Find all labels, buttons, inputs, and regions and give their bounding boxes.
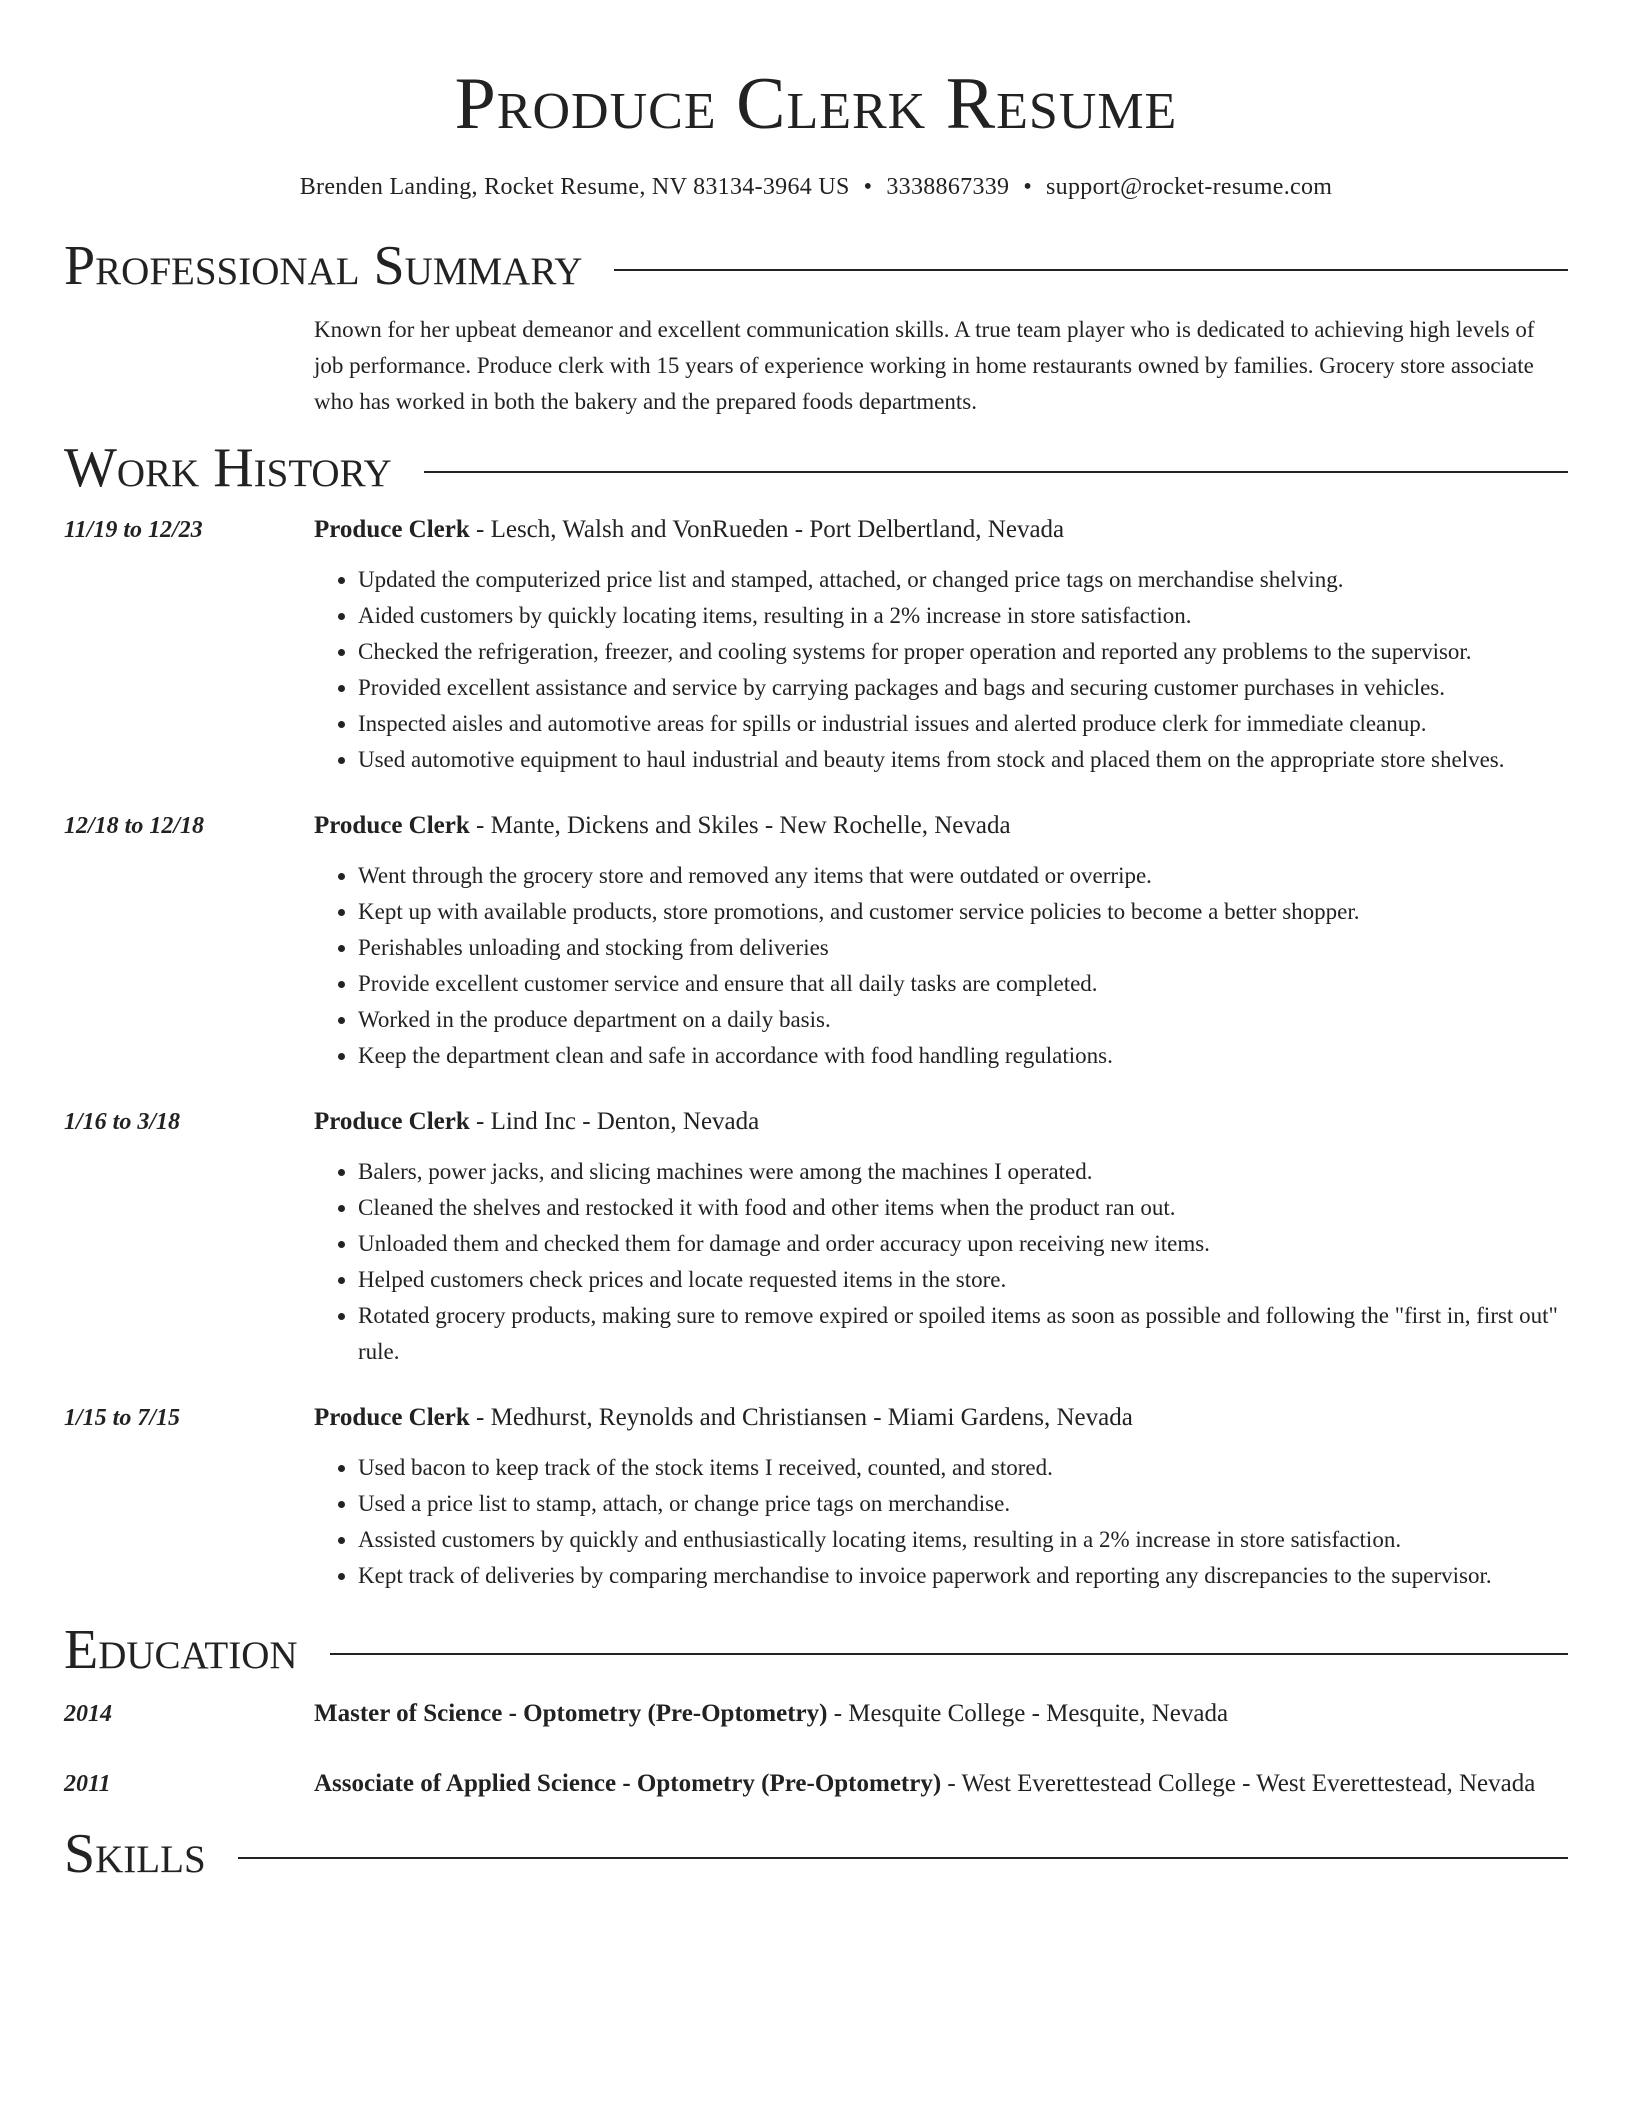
section-divider <box>614 269 1568 271</box>
education-entry-1 <box>64 1694 1568 1734</box>
job-bullets <box>314 858 1568 1074</box>
job-bullet: • Perishables unloading and stocking from deliveries <box>358 930 1568 966</box>
job-heading <box>314 1400 1568 1436</box>
job-bullet: • Helped customers check prices and locate requested items in the store. <box>358 1262 1568 1298</box>
job-bullet: • Assisted customers by quickly and enthusiastically locating items, resulting in a 2% increase in store satisfaction. <box>358 1522 1568 1558</box>
contact-line <box>64 172 1568 202</box>
job-entry-4 <box>64 1400 1568 1594</box>
work-section-title: Work History <box>64 437 392 499</box>
education-section-title: Education <box>64 1619 298 1681</box>
job-dates: 1/15 to 7/15 <box>64 1405 181 1431</box>
job-bullet: • Went through the grocery store and removed any items that were outdated or overripe. <box>358 858 1568 894</box>
education-detail <box>314 1764 1568 1804</box>
job-bullet: • Provided excellent assistance and service by carrying packages and bags and securing customer purchases in vehicles. <box>358 670 1568 706</box>
job-bullet: • Keep the department clean and safe in accordance with food handling regulations. <box>358 1038 1568 1074</box>
contact-separator: • <box>863 174 873 200</box>
work-section-header <box>64 436 1568 500</box>
job-heading <box>314 1104 1568 1140</box>
contact-separator: • <box>1023 174 1033 200</box>
job-role: Produce Clerk <box>314 516 470 543</box>
job-bullets <box>314 1154 1568 1370</box>
section-divider <box>238 1857 1568 1859</box>
contact-phone: 3338867339 <box>886 174 1010 200</box>
job-bullet: • Cleaned the shelves and restocked it with food and other items when the product ran out. <box>358 1190 1568 1226</box>
skills-section-header <box>64 1822 1568 1886</box>
resume-page <box>64 0 1568 1886</box>
job-role: Produce Clerk <box>314 1108 470 1135</box>
job-employer-location: - Medhurst, Reynolds and Christiansen - Miami Gardens, Nevada <box>469 1404 1133 1431</box>
contact-email[interactable]: support@rocket-resume.com <box>1046 174 1333 200</box>
job-entry-3 <box>64 1104 1568 1370</box>
job-role: Produce Clerk <box>314 812 470 839</box>
job-dates: 1/16 to 3/18 <box>64 1109 181 1135</box>
job-bullet: • Used a price list to stamp, attach, or change price tags on merchandise. <box>358 1486 1568 1522</box>
job-dates: 11/19 to 12/23 <box>64 517 203 543</box>
summary-section-header <box>64 234 1568 298</box>
job-bullet: • Updated the computerized price list and stamped, attached, or changed price tags on merchandise shelving. <box>358 562 1568 598</box>
education-degree: Master of Science - Optometry (Pre-Optometry) <box>314 1700 828 1727</box>
job-bullet: • Used bacon to keep track of the stock items I received, counted, and stored. <box>358 1450 1568 1486</box>
job-heading <box>314 512 1568 548</box>
job-bullet: • Kept track of deliveries by comparing merchandise to invoice paperwork and reporting any discrepancies to the supervisor. <box>358 1558 1568 1594</box>
job-bullet: • Worked in the produce department on a daily basis. <box>358 1002 1568 1038</box>
job-bullet: • Aided customers by quickly locating items, resulting in a 2% increase in store satisfaction. <box>358 598 1568 634</box>
job-detail <box>314 1400 1568 1594</box>
job-detail <box>314 1104 1568 1370</box>
summary-section-title: Professional Summary <box>64 235 583 297</box>
job-employer-location: - Mante, Dickens and Skiles - New Rochelle, Nevada <box>469 812 1011 839</box>
summary-text: Known for her upbeat demeanor and excellent communication skills. A true team player who is dedicated to achieving high levels of job performance. Produce clerk with 15 years of experience working in home restaurants owned by families. Grocery store associate who has worked in both the bakery and the prepared foods departments. <box>314 317 1535 414</box>
education-degree: Associate of Applied Science - Optometry (Pre-Optometry) <box>314 1770 942 1797</box>
job-entry-1 <box>64 512 1568 778</box>
job-dates: 12/18 to 12/18 <box>64 813 205 839</box>
job-heading <box>314 808 1568 844</box>
job-bullets <box>314 562 1568 778</box>
job-employer-location: - Lesch, Walsh and VonRueden - Port Delbertland, Nevada <box>469 516 1065 543</box>
skills-section-title: Skills <box>64 1823 206 1885</box>
job-bullet: • Unloaded them and checked them for damage and order accuracy upon receiving new items. <box>358 1226 1568 1262</box>
section-divider <box>330 1653 1568 1655</box>
job-bullet: • Rotated grocery products, making sure to remove expired or spoiled items as soon as possible and following the "first in, first out" rule. <box>358 1298 1568 1370</box>
job-bullet: • Balers, power jacks, and slicing machines were among the machines I operated. <box>358 1154 1568 1190</box>
job-bullet: • Provide excellent customer service and ensure that all daily tasks are completed. <box>358 966 1568 1002</box>
section-divider <box>424 471 1568 473</box>
job-detail <box>314 512 1568 778</box>
resume-title: Produce Clerk Resume <box>454 63 1178 145</box>
education-year: 2011 <box>64 1771 111 1797</box>
job-employer-location: - Lind Inc - Denton, Nevada <box>469 1108 760 1135</box>
education-year: 2014 <box>64 1701 112 1727</box>
job-entry-2 <box>64 808 1568 1074</box>
job-detail <box>314 808 1568 1074</box>
job-bullets <box>314 1450 1568 1594</box>
education-school-location: - Mesquite College - Mesquite, Nevada <box>827 1700 1229 1727</box>
job-bullet: • Inspected aisles and automotive areas for spills or industrial issues and alerted produce clerk for immediate cleanup. <box>358 706 1568 742</box>
education-entry-2 <box>64 1764 1568 1804</box>
education-section-header <box>64 1618 1568 1682</box>
contact-address: Brenden Landing, Rocket Resume, NV 83134-3964 US <box>299 174 850 200</box>
job-bullet: • Used automotive equipment to haul industrial and beauty items from stock and placed them on the appropriate store shelves. <box>358 742 1568 778</box>
education-detail <box>314 1694 1568 1734</box>
job-role: Produce Clerk <box>314 1404 470 1431</box>
job-bullet: • Kept up with available products, store promotions, and customer service policies to become a better shopper. <box>358 894 1568 930</box>
job-bullet: • Checked the refrigeration, freezer, and cooling systems for proper operation and reported any problems to the supervisor. <box>358 634 1568 670</box>
education-school-location: - West Everettestead College - West Everettestead, Nevada <box>941 1770 1536 1797</box>
